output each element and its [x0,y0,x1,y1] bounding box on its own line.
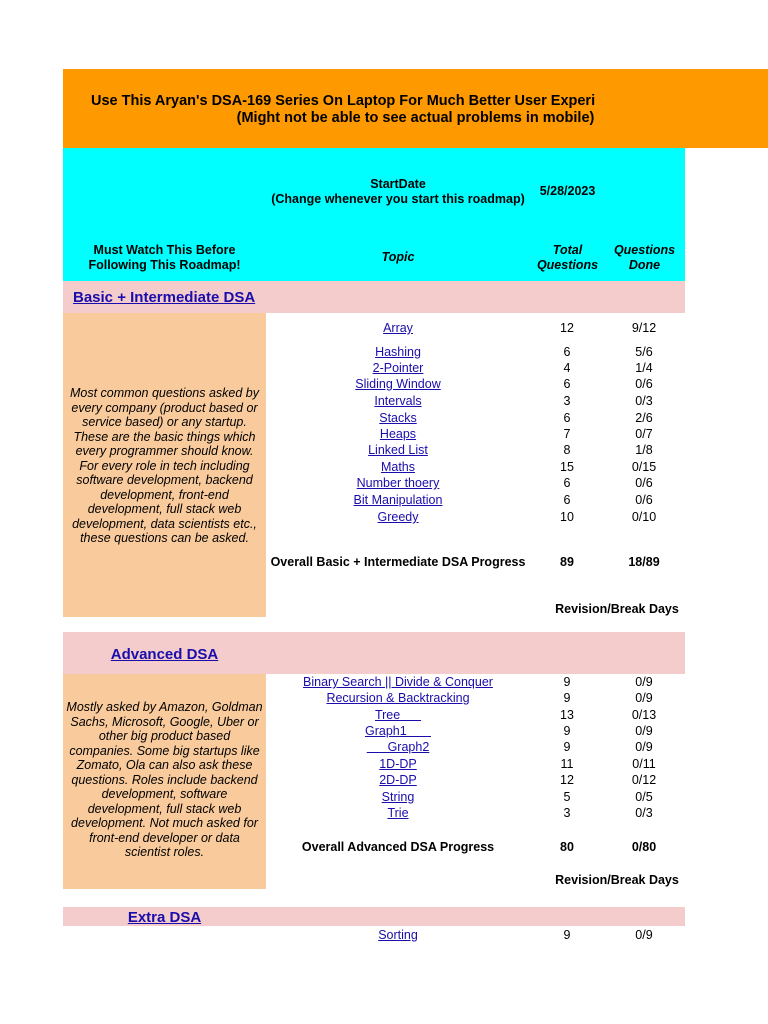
banner-line-1: Use This Aryan's DSA-169 Series On Laptop For Much Better User Experi [91,93,596,109]
must-watch-line-1: Must Watch This Before [93,243,236,257]
topic-link[interactable]: Bit Manipulation [353,493,443,507]
topic-done[interactable]: 0/9 [635,740,653,754]
questions-done-header [607,243,682,273]
start-date-label-block [268,177,528,207]
basic-progress-total: 89 [560,555,574,569]
topic-done[interactable]: 0/6 [635,377,653,391]
topic-total: 9 [563,928,571,942]
topic-link[interactable]: Tree [374,708,422,722]
topic-column-header: Topic [381,250,415,264]
advanced-description: Mostly asked by Amazon, Goldman Sachs, Microsoft, Google, Uber or other big product based companies. Some big startups like Zomato, Ola can also ask these questions. Roles include backend development, software development, full stack web development. Not much asked for front-end developer or data scientist roles. [66,700,263,859]
topic-link[interactable]: String [381,790,415,804]
basic-revision-label: Revision/Break Days [555,602,679,616]
advanced-revision-label: Revision/Break Days [555,873,679,887]
done-header-line-1: Questions [613,243,676,257]
topic-done[interactable]: 0/3 [635,394,653,408]
topic-total: 6 [563,476,571,490]
advanced-section-title[interactable]: Advanced DSA [110,646,219,663]
top-banner [63,69,768,148]
topic-done[interactable]: 0/3 [635,806,653,820]
topic-link[interactable]: Greedy [377,510,419,524]
topic-total: 9 [563,691,571,705]
topic-done[interactable]: 0/5 [635,790,653,804]
topic-link[interactable]: Linked List [368,443,428,457]
topic-link[interactable]: Maths [380,460,416,474]
total-header-line-1: Total [552,243,583,257]
done-header-line-2: Done [628,258,661,272]
topic-link[interactable]: Hashing [375,345,421,359]
topic-done[interactable]: 0/9 [635,928,653,942]
extra-section-title[interactable]: Extra DSA [127,909,202,926]
topic-total: 8 [563,443,571,457]
topic-total: 3 [563,394,571,408]
topic-link[interactable]: 2-Pointer [372,361,424,375]
topic-link[interactable]: Recursion & Backtracking [326,691,470,705]
start-date-note: (Change whenever you start this roadmap) [271,192,525,206]
topic-done[interactable]: 0/9 [635,691,653,705]
topic-done[interactable]: 2/6 [635,411,653,425]
start-date-label: StartDate [370,177,426,191]
basic-progress-done: 18/89 [628,555,660,569]
topic-total: 15 [560,460,574,474]
topic-total: 9 [563,740,571,754]
topic-done[interactable]: 0/13 [631,708,657,722]
total-questions-header [530,243,605,273]
topic-link[interactable]: Graph1 [364,724,431,738]
basic-description: Most common questions asked by every company (product based or service based) or any startup. These are the basic things which every programmer should know. For every role in tech including software development, backend development, front-end development, full stack web development, data scientists etc., these questions can be asked. [70,386,259,545]
advanced-progress-done: 0/80 [631,840,657,854]
topic-total: 5 [563,790,571,804]
topic-total: 9 [563,724,571,738]
total-header-line-2: Questions [536,258,599,272]
topic-total: 6 [563,377,571,391]
basic-section-title[interactable]: Basic + Intermediate DSA [73,289,256,306]
topic-link[interactable]: Array [383,321,413,335]
topic-link[interactable]: Trie [387,806,409,820]
topic-link[interactable]: Heaps [379,427,417,441]
topic-done[interactable]: 0/9 [635,724,653,738]
topic-link[interactable]: 2D-DP [379,773,417,787]
topic-done[interactable]: 5/6 [635,345,653,359]
must-watch-link[interactable] [63,243,266,273]
must-watch-line-2: Following This Roadmap! [88,258,241,272]
topic-total: 6 [563,411,571,425]
advanced-progress-total: 80 [560,840,574,854]
topic-total: 11 [560,757,574,771]
topic-total: 10 [560,510,574,524]
topic-total: 7 [563,427,571,441]
topic-link[interactable]: Sorting [378,928,418,942]
topic-total: 9 [563,675,571,689]
topic-total: 6 [563,345,571,359]
topic-done[interactable]: 0/10 [631,510,657,524]
topic-done[interactable]: 0/7 [635,427,653,441]
topic-total: 13 [560,708,574,722]
topic-total: 4 [563,361,571,375]
advanced-progress-label: Overall Advanced DSA Progress [301,840,495,854]
topic-done[interactable]: 1/4 [635,361,653,375]
topic-done[interactable]: 0/15 [631,460,657,474]
topic-link[interactable]: Sliding Window [355,377,441,391]
topic-link[interactable]: Binary Search || Divide & Conquer [303,675,493,689]
topic-total: 12 [560,321,574,335]
topic-done[interactable]: 0/12 [631,773,657,787]
topic-done[interactable]: 0/6 [635,476,653,490]
basic-progress-label: Overall Basic + Intermediate DSA Progress [270,555,526,569]
topic-total: 6 [563,493,571,507]
banner-line-2: (Might not be able to see actual problems in mobile) [236,110,595,126]
topic-total: 12 [560,773,574,787]
topic-done[interactable]: 1/8 [635,443,653,457]
topic-done[interactable]: 0/11 [632,757,656,771]
topic-link[interactable]: 1D-DP [379,757,417,771]
topic-link[interactable]: Stacks [379,411,417,425]
topic-done[interactable]: 9/12 [631,321,657,335]
start-date-value[interactable]: 5/28/2023 [539,184,596,198]
topic-total: 3 [563,806,571,820]
topic-done[interactable]: 0/9 [635,675,653,689]
topic-link[interactable]: Intervals [374,394,422,408]
topic-done[interactable]: 0/6 [635,493,653,507]
topic-link[interactable]: Graph2 [366,740,430,754]
topic-link[interactable]: Number thoery [356,476,440,490]
